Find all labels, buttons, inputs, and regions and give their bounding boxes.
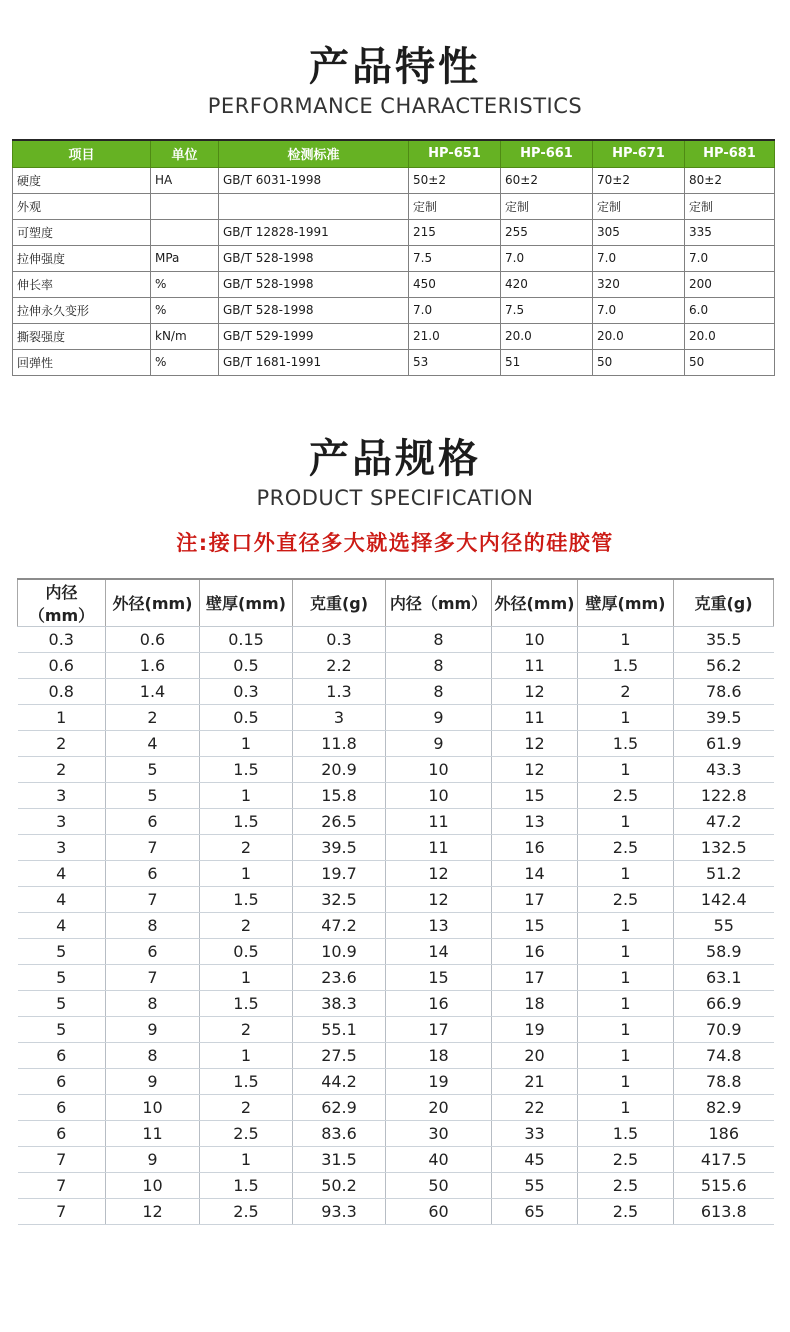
table-cell: 62.9 xyxy=(293,1094,386,1120)
table-cell: GB/T 528-1998 xyxy=(219,271,409,297)
table-cell: 0.5 xyxy=(200,652,293,678)
table-cell: 伸长率 xyxy=(13,271,151,297)
table-cell: 50 xyxy=(593,349,685,375)
table-cell: 定制 xyxy=(685,193,775,219)
table-cell: 14 xyxy=(386,938,492,964)
table-cell: 40 xyxy=(386,1146,492,1172)
table-cell: 70.9 xyxy=(674,1016,774,1042)
table-cell: 20.9 xyxy=(293,756,386,782)
table-cell: 1.5 xyxy=(200,1172,293,1198)
table-cell: 1 xyxy=(578,1016,674,1042)
table-row xyxy=(18,1172,774,1198)
table-header-cell: 内径（mm） xyxy=(386,579,492,627)
table-cell: 51 xyxy=(501,349,593,375)
table-cell: 1.4 xyxy=(106,678,200,704)
table-cell: 78.6 xyxy=(674,678,774,704)
table-cell: 2 xyxy=(200,912,293,938)
table-cell: 17 xyxy=(492,964,578,990)
table-cell: 8 xyxy=(106,990,200,1016)
table-cell: 9 xyxy=(106,1068,200,1094)
table-cell: 21 xyxy=(492,1068,578,1094)
table-cell: GB/T 528-1998 xyxy=(219,245,409,271)
table-header-cell: HP-681 xyxy=(685,140,775,167)
specification-note: 注:接口外直径多大就选择多大内径的硅胶管 xyxy=(176,530,614,555)
table-cell: 5 xyxy=(106,782,200,808)
table-cell: 9 xyxy=(106,1016,200,1042)
table-row xyxy=(18,782,774,808)
table-cell: 50±2 xyxy=(409,167,501,193)
table-cell: 6 xyxy=(18,1094,106,1120)
table-cell: 2 xyxy=(18,730,106,756)
table-cell: 19 xyxy=(492,1016,578,1042)
table-cell: 10 xyxy=(386,756,492,782)
table-cell: 1.5 xyxy=(200,886,293,912)
table-cell: 1 xyxy=(578,1094,674,1120)
table-cell: 6.0 xyxy=(685,297,775,323)
table-cell: 12 xyxy=(386,886,492,912)
performance-title-en: PERFORMANCE CHARACTERISTICS xyxy=(207,94,583,118)
table-row xyxy=(13,167,775,193)
table-cell: 11 xyxy=(386,808,492,834)
table-cell: 3 xyxy=(18,834,106,860)
table-cell: 1 xyxy=(578,808,674,834)
table-cell: 12 xyxy=(386,860,492,886)
table-cell: 66.9 xyxy=(674,990,774,1016)
table-cell: 4 xyxy=(18,886,106,912)
table-cell: 1 xyxy=(578,1042,674,1068)
table-header-cell: HP-661 xyxy=(501,140,593,167)
table-cell: 11 xyxy=(386,834,492,860)
table-cell: 20 xyxy=(492,1042,578,1068)
table-row xyxy=(13,219,775,245)
table-cell: 定制 xyxy=(409,193,501,219)
table-cell: 12 xyxy=(492,730,578,756)
table-cell: 47.2 xyxy=(674,808,774,834)
table-cell: kN/m xyxy=(151,323,219,349)
table-cell: 4 xyxy=(106,730,200,756)
table-row xyxy=(18,1042,774,1068)
table-cell: 0.3 xyxy=(18,626,106,652)
table-cell: 82.9 xyxy=(674,1094,774,1120)
table-cell: 11.8 xyxy=(293,730,386,756)
table-row xyxy=(18,912,774,938)
table-cell: 2 xyxy=(578,678,674,704)
table-row xyxy=(18,678,774,704)
table-cell: 9 xyxy=(106,1146,200,1172)
table-cell: 21.0 xyxy=(409,323,501,349)
table-row xyxy=(18,964,774,990)
table-cell: 5 xyxy=(18,990,106,1016)
table-cell: 11 xyxy=(106,1120,200,1146)
table-cell: 2.2 xyxy=(293,652,386,678)
table-cell: 20 xyxy=(386,1094,492,1120)
table-cell: 20.0 xyxy=(593,323,685,349)
table-cell: 22 xyxy=(492,1094,578,1120)
table-header-cell: 克重(g) xyxy=(674,579,774,627)
table-cell: 20.0 xyxy=(501,323,593,349)
table-cell: 16 xyxy=(492,834,578,860)
table-cell: 16 xyxy=(386,990,492,1016)
table-cell: 1 xyxy=(200,782,293,808)
table-cell: 51.2 xyxy=(674,860,774,886)
table-cell: 1 xyxy=(578,1068,674,1094)
table-cell: 50.2 xyxy=(293,1172,386,1198)
table-cell: 6 xyxy=(106,860,200,886)
table-cell: 50 xyxy=(685,349,775,375)
table-row xyxy=(13,193,775,219)
table-cell: 0.3 xyxy=(200,678,293,704)
table-cell: MPa xyxy=(151,245,219,271)
table-cell: 0.3 xyxy=(293,626,386,652)
table-cell: 1.5 xyxy=(200,990,293,1016)
table-cell: 14 xyxy=(492,860,578,886)
table-cell: 1.5 xyxy=(578,1120,674,1146)
table-cell: GB/T 1681-1991 xyxy=(219,349,409,375)
table-cell: 回弹性 xyxy=(13,349,151,375)
table-cell: 7.0 xyxy=(593,245,685,271)
table-cell: 43.3 xyxy=(674,756,774,782)
table-cell: 7 xyxy=(18,1198,106,1224)
table-cell: 26.5 xyxy=(293,808,386,834)
table-cell: 1.5 xyxy=(200,756,293,782)
table-row xyxy=(18,1198,774,1224)
table-cell: 1 xyxy=(578,704,674,730)
table-cell: 12 xyxy=(106,1198,200,1224)
table-row xyxy=(18,834,774,860)
table-cell: 0.5 xyxy=(200,938,293,964)
performance-title-zh: 产品特性 xyxy=(309,44,481,90)
performance-section-header xyxy=(0,0,790,118)
table-cell: % xyxy=(151,349,219,375)
table-cell: 10 xyxy=(106,1094,200,1120)
table-cell: 2 xyxy=(200,834,293,860)
table-cell: 93.3 xyxy=(293,1198,386,1224)
table-cell: 15 xyxy=(492,782,578,808)
table-row xyxy=(18,990,774,1016)
table-cell: 7 xyxy=(106,964,200,990)
table-cell: 35.5 xyxy=(674,626,774,652)
table-header-cell: HP-651 xyxy=(409,140,501,167)
table-cell: 拉伸强度 xyxy=(13,245,151,271)
table-row xyxy=(13,297,775,323)
table-row xyxy=(18,886,774,912)
table-cell: 8 xyxy=(386,678,492,704)
table-cell: 10 xyxy=(492,626,578,652)
table-cell: 12 xyxy=(492,756,578,782)
table-cell: 30 xyxy=(386,1120,492,1146)
table-cell: 60±2 xyxy=(501,167,593,193)
table-cell: 10.9 xyxy=(293,938,386,964)
table-cell: 50 xyxy=(386,1172,492,1198)
table-row xyxy=(18,756,774,782)
table-cell: 1 xyxy=(578,990,674,1016)
table-cell: 7.0 xyxy=(593,297,685,323)
table-cell: 78.8 xyxy=(674,1068,774,1094)
table-cell: 2 xyxy=(200,1016,293,1042)
table-cell: 6 xyxy=(106,808,200,834)
table-row xyxy=(13,271,775,297)
table-cell: 5 xyxy=(18,964,106,990)
table-cell: 1 xyxy=(200,730,293,756)
table-cell: 6 xyxy=(18,1068,106,1094)
table-cell: 2 xyxy=(106,704,200,730)
table-cell: 19 xyxy=(386,1068,492,1094)
table-cell: 55 xyxy=(674,912,774,938)
table-cell: 0.5 xyxy=(200,704,293,730)
table-row xyxy=(18,730,774,756)
table-cell: 拉伸永久变形 xyxy=(13,297,151,323)
table-header-cell: 外径(mm) xyxy=(492,579,578,627)
table-cell: 2.5 xyxy=(578,782,674,808)
table-cell: 56.2 xyxy=(674,652,774,678)
table-cell: 1.5 xyxy=(578,652,674,678)
table-cell: 2 xyxy=(18,756,106,782)
table-cell: 7 xyxy=(106,886,200,912)
table-cell: 13 xyxy=(386,912,492,938)
table-cell: 515.6 xyxy=(674,1172,774,1198)
table-cell: 1 xyxy=(200,860,293,886)
table-cell: 23.6 xyxy=(293,964,386,990)
table-cell: 2.5 xyxy=(200,1120,293,1146)
table-cell: 335 xyxy=(685,219,775,245)
table-header-row xyxy=(18,579,774,627)
table-cell: % xyxy=(151,271,219,297)
table-cell: 305 xyxy=(593,219,685,245)
table-cell: 63.1 xyxy=(674,964,774,990)
table-cell: 7.5 xyxy=(501,297,593,323)
table-header-cell: 外径(mm) xyxy=(106,579,200,627)
table-header-cell: 单位 xyxy=(151,140,219,167)
table-cell: 142.4 xyxy=(674,886,774,912)
table-cell: 1 xyxy=(200,964,293,990)
specification-table xyxy=(17,578,774,1225)
table-cell: 200 xyxy=(685,271,775,297)
table-cell: 0.8 xyxy=(18,678,106,704)
table-cell: 8 xyxy=(106,1042,200,1068)
table-row xyxy=(18,938,774,964)
table-cell: 17 xyxy=(492,886,578,912)
table-cell: GB/T 12828-1991 xyxy=(219,219,409,245)
table-row xyxy=(13,323,775,349)
table-cell: 74.8 xyxy=(674,1042,774,1068)
table-cell: 1 xyxy=(578,626,674,652)
table-cell: 19.7 xyxy=(293,860,386,886)
table-header-cell: 壁厚(mm) xyxy=(200,579,293,627)
table-cell: 20.0 xyxy=(685,323,775,349)
table-cell: 6 xyxy=(18,1120,106,1146)
table-cell: 9 xyxy=(386,730,492,756)
table-cell: 1.5 xyxy=(578,730,674,756)
table-cell: 27.5 xyxy=(293,1042,386,1068)
table-cell: 1 xyxy=(200,1146,293,1172)
table-row xyxy=(13,245,775,271)
table-cell: 1.3 xyxy=(293,678,386,704)
table-cell: 32.5 xyxy=(293,886,386,912)
table-cell: 18 xyxy=(386,1042,492,1068)
table-row xyxy=(18,1120,774,1146)
table-cell: 55 xyxy=(492,1172,578,1198)
table-row xyxy=(18,1146,774,1172)
table-cell: 3 xyxy=(18,808,106,834)
table-header-row xyxy=(13,140,775,167)
table-row xyxy=(18,808,774,834)
table-cell: 6 xyxy=(18,1042,106,1068)
table-cell: 8 xyxy=(386,652,492,678)
table-cell: 38.3 xyxy=(293,990,386,1016)
table-cell: 122.8 xyxy=(674,782,774,808)
table-row xyxy=(13,349,775,375)
table-cell: 5 xyxy=(106,756,200,782)
table-cell: 47.2 xyxy=(293,912,386,938)
table-cell: 9 xyxy=(386,704,492,730)
table-cell xyxy=(219,193,409,219)
performance-table xyxy=(12,139,775,376)
table-cell: 15 xyxy=(386,964,492,990)
table-cell: 15.8 xyxy=(293,782,386,808)
table-cell: 255 xyxy=(501,219,593,245)
specification-title-en: PRODUCT SPECIFICATION xyxy=(256,485,534,510)
table-cell: 420 xyxy=(501,271,593,297)
table-cell: GB/T 528-1998 xyxy=(219,297,409,323)
table-cell: 58.9 xyxy=(674,938,774,964)
table-cell: 定制 xyxy=(593,193,685,219)
table-cell: 53 xyxy=(409,349,501,375)
table-cell: GB/T 529-1999 xyxy=(219,323,409,349)
table-cell: 18 xyxy=(492,990,578,1016)
table-cell: 1 xyxy=(578,912,674,938)
table-cell: 70±2 xyxy=(593,167,685,193)
table-cell: 2.5 xyxy=(578,834,674,860)
table-row xyxy=(18,860,774,886)
table-cell: 15 xyxy=(492,912,578,938)
table-cell: 320 xyxy=(593,271,685,297)
table-cell: 可塑度 xyxy=(13,219,151,245)
table-cell: 44.2 xyxy=(293,1068,386,1094)
table-cell: 83.6 xyxy=(293,1120,386,1146)
table-cell: 7 xyxy=(106,834,200,860)
table-cell: 0.6 xyxy=(18,652,106,678)
table-header-cell: 项目 xyxy=(13,140,151,167)
table-row xyxy=(18,652,774,678)
table-cell: 2.5 xyxy=(578,1146,674,1172)
table-cell: 硬度 xyxy=(13,167,151,193)
table-cell: 60 xyxy=(386,1198,492,1224)
table-header-cell: 壁厚(mm) xyxy=(578,579,674,627)
table-cell: 31.5 xyxy=(293,1146,386,1172)
table-cell: 6 xyxy=(106,938,200,964)
table-row xyxy=(18,1068,774,1094)
table-cell xyxy=(151,219,219,245)
table-cell: 186 xyxy=(674,1120,774,1146)
table-cell: 12 xyxy=(492,678,578,704)
table-cell: 1 xyxy=(578,860,674,886)
table-cell: 33 xyxy=(492,1120,578,1146)
table-cell: 2 xyxy=(200,1094,293,1120)
table-cell: 13 xyxy=(492,808,578,834)
table-cell: 7.5 xyxy=(409,245,501,271)
table-cell: 16 xyxy=(492,938,578,964)
table-cell: 5 xyxy=(18,1016,106,1042)
table-cell: 1.5 xyxy=(200,1068,293,1094)
table-cell: 5 xyxy=(18,938,106,964)
table-row xyxy=(18,1094,774,1120)
specification-section-header xyxy=(0,376,790,510)
table-cell: 外观 xyxy=(13,193,151,219)
table-cell: 0.6 xyxy=(106,626,200,652)
table-cell: 215 xyxy=(409,219,501,245)
table-cell: 撕裂强度 xyxy=(13,323,151,349)
table-cell: 8 xyxy=(106,912,200,938)
table-cell: 417.5 xyxy=(674,1146,774,1172)
table-row xyxy=(18,704,774,730)
table-cell: 1.6 xyxy=(106,652,200,678)
table-cell: 0.15 xyxy=(200,626,293,652)
table-cell: 45 xyxy=(492,1146,578,1172)
table-cell: 2.5 xyxy=(578,1172,674,1198)
table-header-cell: HP-671 xyxy=(593,140,685,167)
table-cell: 1 xyxy=(578,938,674,964)
table-cell: GB/T 6031-1998 xyxy=(219,167,409,193)
table-cell: 4 xyxy=(18,912,106,938)
table-cell: 613.8 xyxy=(674,1198,774,1224)
table-cell: 3 xyxy=(293,704,386,730)
table-cell: 1 xyxy=(578,756,674,782)
table-row xyxy=(18,626,774,652)
table-cell xyxy=(151,193,219,219)
table-cell: 11 xyxy=(492,704,578,730)
table-cell: 450 xyxy=(409,271,501,297)
table-cell: 8 xyxy=(386,626,492,652)
table-cell: 2.5 xyxy=(200,1198,293,1224)
table-cell: 10 xyxy=(106,1172,200,1198)
specification-title-zh: 产品规格 xyxy=(309,435,481,482)
table-cell: 80±2 xyxy=(685,167,775,193)
table-cell: 7.0 xyxy=(409,297,501,323)
table-cell: HA xyxy=(151,167,219,193)
table-cell: 61.9 xyxy=(674,730,774,756)
table-cell: 39.5 xyxy=(674,704,774,730)
table-header-cell: 克重(g) xyxy=(293,579,386,627)
table-cell: 1.5 xyxy=(200,808,293,834)
table-cell: % xyxy=(151,297,219,323)
table-cell: 1 xyxy=(200,1042,293,1068)
table-cell: 11 xyxy=(492,652,578,678)
table-header-cell: 检测标准 xyxy=(219,140,409,167)
table-cell: 1 xyxy=(18,704,106,730)
table-row xyxy=(18,1016,774,1042)
table-cell: 55.1 xyxy=(293,1016,386,1042)
table-cell: 10 xyxy=(386,782,492,808)
table-cell: 132.5 xyxy=(674,834,774,860)
table-cell: 3 xyxy=(18,782,106,808)
table-cell: 7 xyxy=(18,1146,106,1172)
table-cell: 7.0 xyxy=(685,245,775,271)
table-cell: 1 xyxy=(578,964,674,990)
table-cell: 39.5 xyxy=(293,834,386,860)
table-cell: 2.5 xyxy=(578,886,674,912)
table-cell: 65 xyxy=(492,1198,578,1224)
table-cell: 2.5 xyxy=(578,1198,674,1224)
table-header-cell: 内径（mm） xyxy=(18,579,106,627)
table-cell: 定制 xyxy=(501,193,593,219)
table-cell: 17 xyxy=(386,1016,492,1042)
table-cell: 7.0 xyxy=(501,245,593,271)
table-cell: 7 xyxy=(18,1172,106,1198)
table-cell: 4 xyxy=(18,860,106,886)
